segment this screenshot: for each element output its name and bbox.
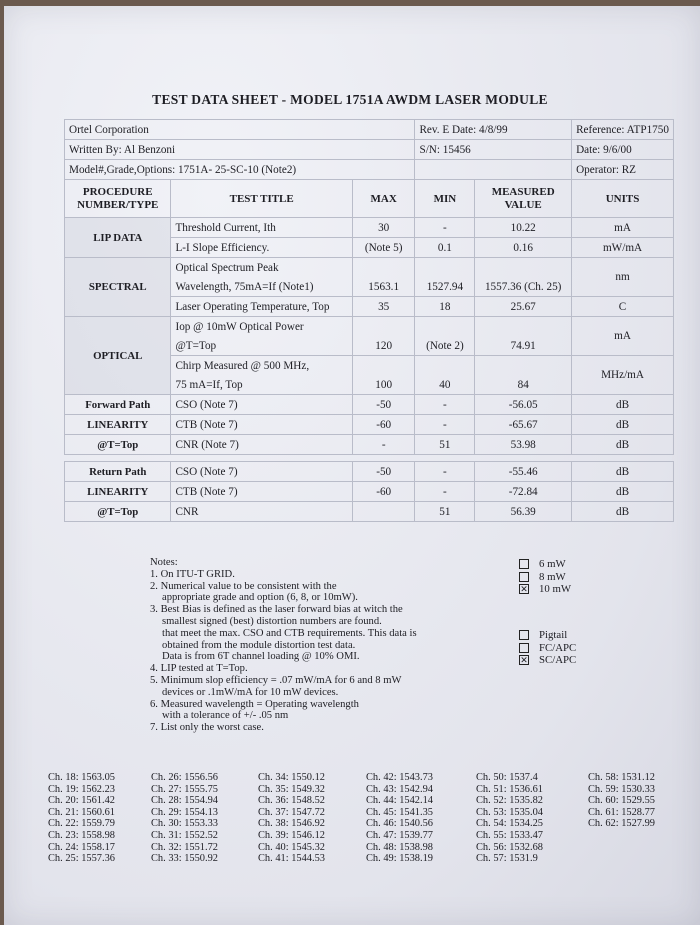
list-item: Ch. 25: 1557.36: [48, 853, 115, 865]
rt1-title: CSO (Note 7): [171, 462, 352, 482]
fw3-units: dB: [572, 435, 674, 455]
group-lip: LIP DATA: [65, 218, 171, 258]
list-item: Ch. 34: 1550.12: [258, 772, 325, 783]
list-item: Ch. 58: 1531.12: [588, 772, 655, 783]
list-item: Ch. 26: 1556.56: [151, 772, 218, 783]
list-item: Ch. 30: 1553.33: [151, 818, 218, 830]
sp2-min: 18: [415, 297, 475, 317]
sp1-max: 1563.1: [352, 258, 415, 297]
option-sc-apc[interactable]: ✕ SC/APC: [520, 654, 577, 666]
channel-column-5: [476, 772, 543, 865]
sp1-title-line1: Optical Spectrum Peak: [171, 258, 352, 278]
list-item: Ch. 61: 1528.77: [588, 806, 655, 818]
rt3-min: 51: [415, 502, 475, 522]
lip1-min: -: [415, 218, 475, 238]
list-item: Ch. 40: 1545.32: [258, 841, 325, 853]
checked-checkbox-icon[interactable]: ✕: [520, 584, 528, 595]
header-procedure: PROCEDURE NUMBER/TYPE: [65, 180, 171, 218]
list-item: Ch. 19: 1562.23: [48, 783, 115, 795]
fw3-title: CNR (Note 7): [171, 435, 352, 455]
checkbox-icon[interactable]: [519, 572, 529, 582]
list-item: Ch. 28: 1554.94: [151, 795, 218, 807]
list-item: Ch. 21: 1560.61: [48, 806, 115, 818]
lip2-title: L-I Slope Efficiency.: [171, 238, 352, 258]
sp1-title-line2: Wavelength, 75mA=If (Note1): [171, 277, 352, 297]
list-item: Ch. 22: 1559.79: [48, 818, 115, 830]
list-item: Ch. 55: 1533.47: [476, 829, 543, 841]
note-6: 6. Measured wavelength = Operating wavelength: [150, 698, 359, 710]
op2-title-line1: Chirp Measured @ 500 MHz,: [171, 356, 352, 376]
notes-heading: Notes:: [150, 557, 178, 568]
list-item: Ch. 59: 1530.33: [588, 783, 655, 795]
op2-min: 40: [415, 356, 475, 395]
lip1-units: mA: [572, 218, 674, 238]
rt1-max: -50: [352, 462, 415, 482]
op1-min: (Note 2): [415, 317, 475, 356]
note-1: 1. On ITU-T GRID.: [150, 568, 235, 580]
header-test-title: TEST TITLE: [171, 180, 352, 218]
group-forward-path: Forward Path: [65, 395, 171, 415]
rt3-value: 56.39: [475, 502, 572, 522]
list-item: Ch. 56: 1532.68: [476, 841, 543, 853]
option-10mw[interactable]: ✕ 10 mW: [520, 583, 572, 595]
note-2: 2. Numerical value to be consistent with the: [150, 580, 337, 592]
header-units: UNITS: [572, 180, 674, 218]
notes-block: [150, 557, 417, 734]
lip1-value: 10.22: [475, 218, 572, 238]
power-options: [519, 558, 571, 596]
list-item: Ch. 57: 1531.9: [476, 853, 538, 865]
connector-options: [519, 629, 576, 667]
fw3-min: 51: [415, 435, 475, 455]
op1-max: 120: [352, 317, 415, 356]
fw3-max: -: [352, 435, 415, 455]
rt1-value: -55.46: [475, 462, 572, 482]
channel-column-6: [588, 772, 655, 830]
fw1-value: -56.05: [475, 395, 572, 415]
group-return-path: Return Path: [65, 462, 171, 482]
company-cell: Ortel Corporation: [65, 120, 415, 140]
group-return-temp: @T=Top: [65, 502, 171, 522]
list-item: Ch. 50: 1537.4: [476, 772, 538, 783]
list-item: Ch. 47: 1539.77: [366, 829, 433, 841]
list-item: Ch. 20: 1561.42: [48, 795, 115, 807]
channel-column-3: [258, 772, 325, 865]
list-item: Ch. 44: 1542.14: [366, 795, 433, 807]
list-item: Ch. 37: 1547.72: [258, 806, 325, 818]
rt2-units: dB: [572, 482, 674, 502]
list-item: Ch. 60: 1529.55: [588, 795, 655, 807]
list-item: Ch. 54: 1534.25: [476, 818, 543, 830]
list-item: Ch. 42: 1543.73: [366, 772, 433, 783]
op1-value: 74.91: [475, 317, 572, 356]
list-item: Ch. 41: 1544.53: [258, 853, 325, 865]
list-item: Ch. 27: 1555.75: [151, 783, 218, 795]
fw2-units: dB: [572, 415, 674, 435]
list-item: Ch. 52: 1535.82: [476, 795, 543, 807]
rt2-min: -: [415, 482, 475, 502]
fw1-min: -: [415, 395, 475, 415]
list-item: Ch. 31: 1552.52: [151, 829, 218, 841]
header-min: MIN: [415, 180, 475, 218]
list-item: Ch. 24: 1558.17: [48, 841, 115, 853]
fw3-value: 53.98: [475, 435, 572, 455]
lip2-units: mW/mA: [572, 238, 674, 258]
rt3-units: dB: [572, 502, 674, 522]
note-3-cont1: smallest signed (best) distortion numbers are found.: [162, 615, 382, 627]
group-optical: OPTICAL: [65, 317, 171, 395]
fw1-units: dB: [572, 395, 674, 415]
sp1-min: 1527.94: [415, 258, 475, 297]
test-data-table: [64, 119, 674, 522]
option-6mw[interactable]: 6 mW: [519, 558, 571, 571]
lip2-value: 0.16: [475, 238, 572, 258]
channel-column-4: [366, 772, 433, 865]
list-item: Ch. 35: 1549.32: [258, 783, 325, 795]
list-item: Ch. 39: 1546.12: [258, 829, 325, 841]
lip1-title: Threshold Current, Ith: [171, 218, 352, 238]
channel-column-2: [151, 772, 218, 865]
op1-title-line1: Iop @ 10mW Optical Power: [171, 317, 352, 337]
model-cell: Model#,Grade,Options: 1751A- 25-SC-10 (Note2): [65, 160, 415, 180]
list-item: Ch. 18: 1563.05: [48, 772, 115, 783]
list-item: Ch. 36: 1548.52: [258, 795, 325, 807]
serial-cell: S/N: 15456: [415, 140, 572, 160]
note-7: 7. List only the worst case.: [150, 722, 264, 734]
list-item: Ch. 38: 1546.92: [258, 818, 325, 830]
list-item: Ch. 29: 1554.13: [151, 806, 218, 818]
checkbox-icon[interactable]: [519, 643, 529, 653]
rt1-units: dB: [572, 462, 674, 482]
option-8mw[interactable]: 8 mW: [519, 571, 571, 584]
spacer-row: [65, 455, 674, 462]
header-measured: MEASURED VALUE: [475, 180, 572, 218]
group-return-linearity: LINEARITY: [65, 482, 171, 502]
sp2-value: 25.67: [475, 297, 572, 317]
rt2-title: CTB (Note 7): [171, 482, 352, 502]
sp1-value: 1557.36 (Ch. 25): [475, 258, 572, 297]
note-3: 3. Best Bias is defined as the laser forward bias at witch the: [150, 604, 403, 616]
channel-column-1: [48, 772, 115, 865]
op1-units: mA: [572, 317, 674, 356]
sp1-units: nm: [572, 258, 674, 297]
rt3-title: CNR: [171, 502, 352, 522]
list-item: Ch. 45: 1541.35: [366, 806, 433, 818]
rt3-max: [352, 502, 415, 522]
list-item: Ch. 33: 1550.92: [151, 853, 218, 865]
checkbox-icon[interactable]: [519, 630, 529, 640]
op2-title-line2: 75 mA=If, Top: [171, 375, 352, 395]
fw2-max: -60: [352, 415, 415, 435]
sp2-units: C: [572, 297, 674, 317]
note-3-cont2: that meet the max. CSO and CTB requirements. This data is: [162, 627, 417, 639]
op2-value: 84: [475, 356, 572, 395]
lip2-min: 0.1: [415, 238, 475, 258]
note-5-cont: devices or .1mW/mA for 10 mW devices.: [162, 686, 339, 698]
group-forward-linearity: LINEARITY: [65, 415, 171, 435]
op2-max: 100: [352, 356, 415, 395]
note-6-cont: with a tolerance of +/- .05 nm: [162, 710, 289, 722]
note-3-cont3: obtained from the module distortion test data.: [162, 639, 356, 651]
fw2-title: CTB (Note 7): [171, 415, 352, 435]
option-pigtail[interactable]: Pigtail: [519, 629, 576, 642]
document-title: TEST DATA SHEET - MODEL 1751A AWDM LASER MODULE: [152, 92, 548, 107]
list-item: Ch. 23: 1558.98: [48, 829, 115, 841]
rt2-max: -60: [352, 482, 415, 502]
sp2-title: Laser Operating Temperature, Top: [171, 297, 352, 317]
list-item: Ch. 43: 1542.94: [366, 783, 433, 795]
list-item: Ch. 49: 1538.19: [366, 853, 433, 865]
op2-units: MHz/mA: [572, 356, 674, 395]
date-cell: Date: 9/6/00: [572, 140, 674, 160]
operator-cell: Operator: RZ: [572, 160, 674, 180]
lip2-max: (Note 5): [352, 238, 415, 258]
list-item: Ch. 53: 1535.04: [476, 806, 543, 818]
checked-checkbox-icon[interactable]: ✕: [520, 655, 528, 666]
note-2-cont: appropriate grade and option (6, 8, or 10mW).: [162, 592, 358, 604]
sp2-max: 35: [352, 297, 415, 317]
list-item: Ch. 62: 1527.99: [588, 818, 655, 830]
note-3-cont4: Data is from 6T channel loading @ 10% OMI.: [162, 651, 360, 663]
fw1-max: -50: [352, 395, 415, 415]
lip1-max: 30: [352, 218, 415, 238]
rt1-min: -: [415, 462, 475, 482]
rev-cell: Rev. E Date: 4/8/99: [415, 120, 572, 140]
fw2-min: -: [415, 415, 475, 435]
header-max: MAX: [352, 180, 415, 218]
fw2-value: -65.67: [475, 415, 572, 435]
author-cell: Written By: Al Benzoni: [65, 140, 415, 160]
op1-title-line2: @T=Top: [171, 336, 352, 356]
note-4: 4. LIP tested at T=Top.: [150, 663, 248, 675]
checkbox-icon[interactable]: [519, 559, 529, 569]
group-spectral: SPECTRAL: [65, 258, 171, 317]
group-forward-temp: @T=Top: [65, 435, 171, 455]
list-item: Ch. 48: 1538.98: [366, 841, 433, 853]
rt2-value: -72.84: [475, 482, 572, 502]
list-item: Ch. 32: 1551.72: [151, 841, 218, 853]
list-item: Ch. 51: 1536.61: [476, 783, 543, 795]
list-item: Ch. 46: 1540.56: [366, 818, 433, 830]
note-5: 5. Minimum slop efficiency = .07 mW/mA for 6 and 8 mW: [150, 674, 402, 686]
fw1-title: CSO (Note 7): [171, 395, 352, 415]
blank-cell: [415, 160, 572, 180]
reference-cell: Reference: ATP1750: [572, 120, 674, 140]
option-fc-apc[interactable]: FC/APC: [519, 642, 576, 655]
